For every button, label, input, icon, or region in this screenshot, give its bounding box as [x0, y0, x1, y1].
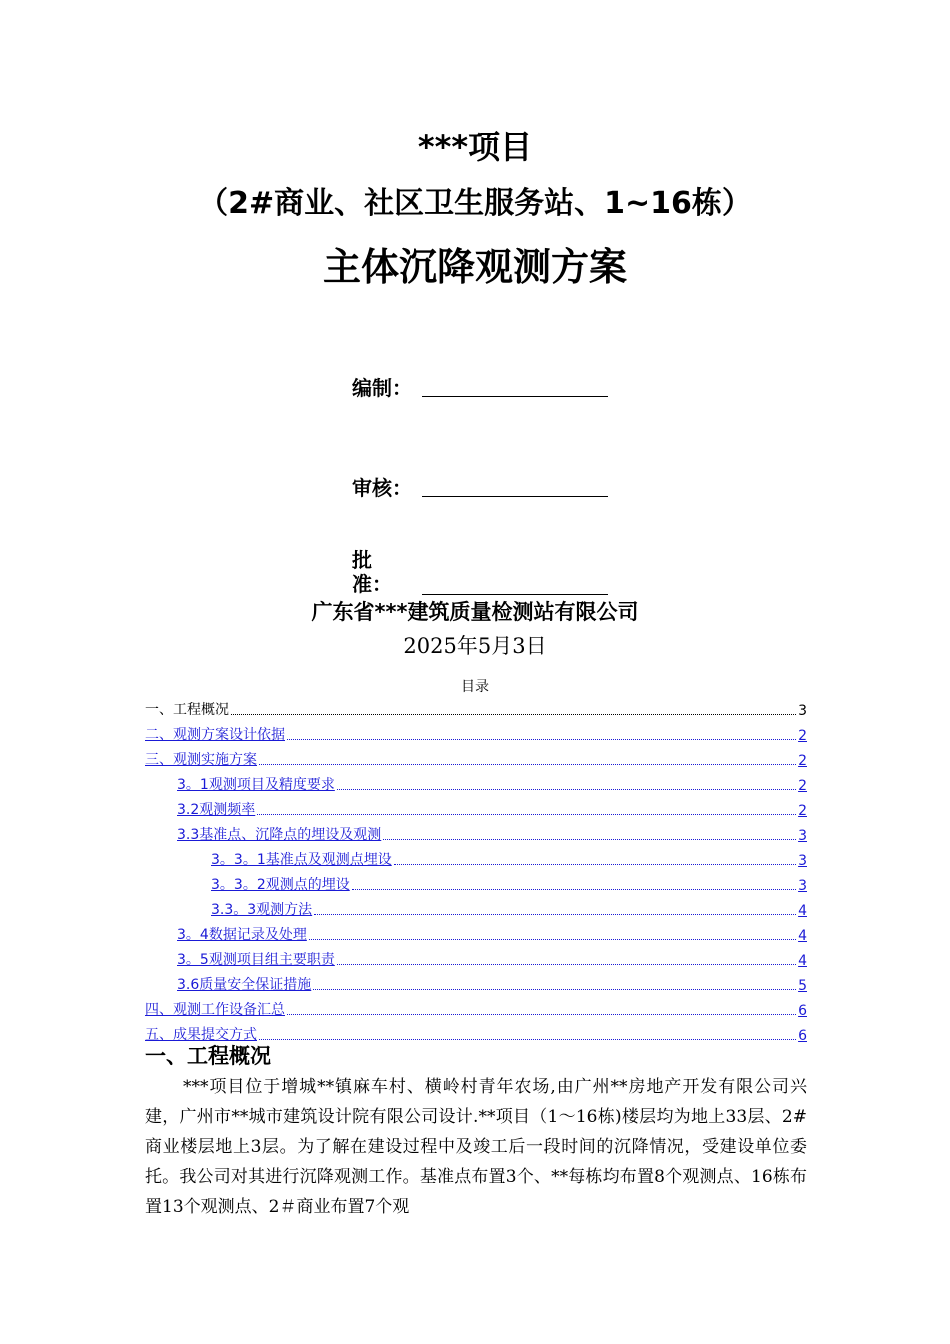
toc-entry-label: 3。1观测项目及精度要求 [177, 777, 335, 793]
toc-leader [231, 714, 796, 715]
toc-entry-page: 4 [798, 903, 807, 919]
toc-entry[interactable] [145, 919, 807, 944]
cover-title-line2: （2#商业、社区卫生服务站、1~16栋） [198, 186, 752, 221]
toc-entry-page: 4 [798, 928, 807, 944]
toc-leader [287, 1014, 796, 1015]
compiled-signature-line [422, 396, 608, 397]
toc-entry-page: 6 [798, 1003, 807, 1019]
toc-leader [313, 989, 796, 990]
toc-leader [352, 889, 796, 890]
toc-entry[interactable] [145, 869, 807, 894]
toc-entry[interactable] [145, 844, 807, 869]
toc-entry-label: 3.2观测频率 [177, 802, 256, 818]
toc-entry-page: 3 [798, 828, 807, 844]
toc-leader [287, 739, 796, 740]
toc-entry[interactable] [145, 769, 807, 794]
toc-entry-label: 四、观测工作设备汇总 [145, 1002, 285, 1018]
toc-entry[interactable] [145, 819, 807, 844]
toc-leader [259, 1039, 796, 1040]
cover-title-line1: ***项目 [417, 128, 533, 166]
toc-entry[interactable] [145, 694, 807, 719]
approved-label: 批准： [352, 548, 392, 596]
toc-entry-label: 3。5观测项目组主要职责 [177, 952, 335, 968]
toc-entry-label: 3.6质量安全保证措施 [177, 977, 312, 993]
toc-entry-label: 3.3。3观测方法 [211, 902, 313, 918]
cover-title-main: 主体沉降观测方案 [322, 245, 627, 289]
toc-entry-label: 3。3。2观测点的埋设 [211, 877, 350, 893]
document-date: 2025年5月3日 [403, 634, 547, 658]
toc-leader [337, 789, 796, 790]
toc-entry[interactable] [145, 944, 807, 969]
toc-entry-page: 2 [798, 728, 807, 744]
toc-entry-page: 2 [798, 778, 807, 794]
toc-entry-page: 3 [798, 703, 807, 719]
toc-entry-label: 3。4数据记录及处理 [177, 927, 307, 943]
toc-entry-page: 3 [798, 878, 807, 894]
toc-entry-label: 3。3。1基准点及观测点埋设 [211, 852, 392, 868]
toc-leader [337, 964, 796, 965]
toc-leader [257, 814, 796, 815]
section-paragraph: ***项目位于增城**镇麻车村、横岭村青年农场,由广州**房地产开发有限公司兴建，广州市**城市建筑设计院有限公司设计.**项目（1～16栋)楼层均为地上33层、2#商业楼层地上3层。为了解在建设过程中及竣工后一段时间的沉降情况，受建设单位委托。我公司对其进行沉降观测工作。基准点布置3个、**每栋均布置8个观测点、16栋布置13个观测点、2＃商业布置7个观 [145, 1077, 807, 1217]
toc-entry-page: 3 [798, 853, 807, 869]
toc-entry-label: 二、观测方案设计依据 [145, 727, 285, 743]
toc-entry[interactable] [145, 994, 807, 1019]
toc-entry[interactable] [145, 969, 807, 994]
toc-entry-label: 三、观测实施方案 [145, 752, 257, 768]
toc-entry-page: 4 [798, 953, 807, 969]
table-of-contents [145, 694, 807, 1044]
section-heading: 一、工程概况 [145, 1044, 271, 1068]
toc-entry-label: 3.3基准点、沉降点的埋设及观测 [177, 827, 382, 843]
reviewed-signature-line [422, 496, 608, 497]
toc-entry-page: 5 [798, 978, 807, 994]
toc-entry[interactable] [145, 744, 807, 769]
toc-leader [309, 939, 796, 940]
approved-signature-line [422, 594, 608, 595]
toc-entry-page: 6 [798, 1028, 807, 1044]
toc-entry-label: 一、工程概况 [145, 702, 229, 718]
toc-leader [383, 839, 796, 840]
toc-leader [259, 764, 796, 765]
toc-entry[interactable] [145, 894, 807, 919]
organization-name: 广东省***建筑质量检测站有限公司 [311, 600, 639, 624]
toc-entry[interactable] [145, 794, 807, 819]
toc-leader [394, 864, 796, 865]
reviewed-label: 审核： [352, 476, 412, 500]
toc-entry-page: 2 [798, 753, 807, 769]
toc-title: 目录 [461, 679, 489, 695]
toc-leader [314, 914, 796, 915]
toc-entry[interactable] [145, 719, 807, 744]
compiled-label: 编制： [352, 376, 412, 400]
toc-entry-label: 五、成果提交方式 [145, 1027, 257, 1043]
toc-entry-page: 2 [798, 803, 807, 819]
